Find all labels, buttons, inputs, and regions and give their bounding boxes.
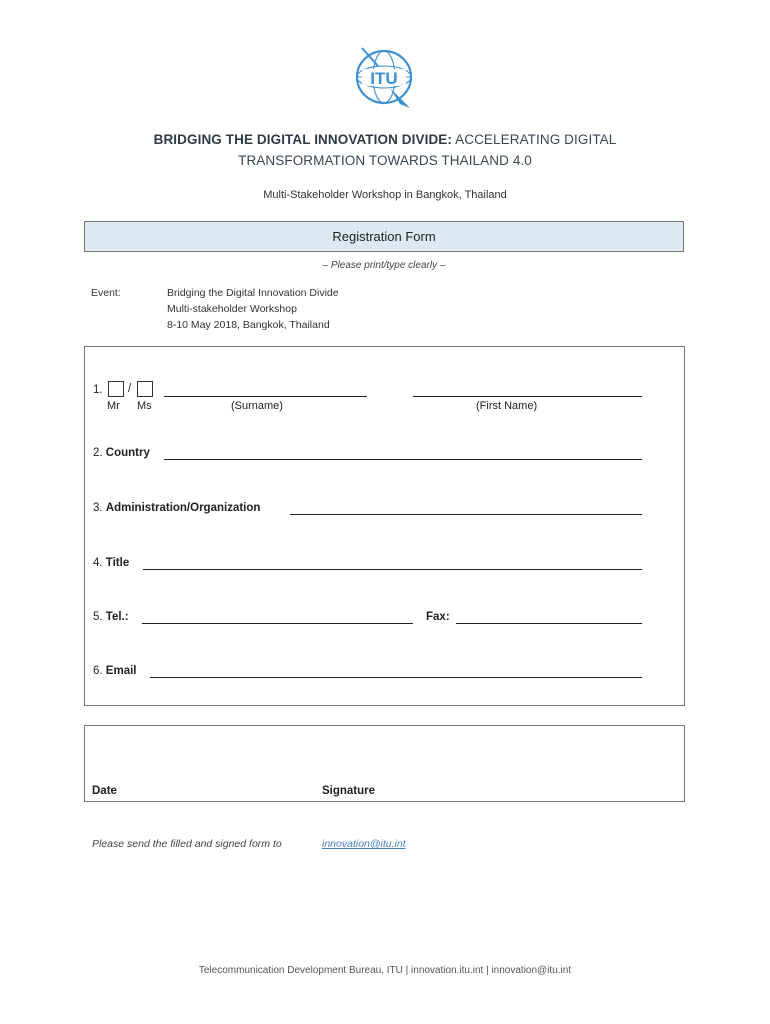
tel-input-line[interactable]: [142, 623, 413, 624]
tel-label: [93, 611, 129, 623]
mr-checkbox[interactable]: [108, 381, 124, 397]
email-input-line[interactable]: [150, 677, 642, 678]
signature-label: [322, 785, 375, 797]
email-text: Email: [105, 665, 137, 677]
date-label: [92, 785, 117, 797]
tel-text: Tel.:: [105, 611, 129, 623]
surname-input-line[interactable]: [164, 396, 367, 397]
logo-text: ITU: [370, 69, 398, 88]
country-label: [93, 447, 150, 459]
date-signature-box[interactable]: [84, 725, 685, 802]
title-bold: BRIDGING THE DIGITAL INNOVATION DIVIDE:: [153, 132, 452, 147]
organization-text: Administration/Organization: [105, 502, 261, 514]
field-number-4: 4.: [93, 557, 103, 569]
registration-form-heading: Registration Form: [84, 221, 684, 252]
send-email-link[interactable]: innovation@itu.int: [322, 838, 406, 850]
field-number-1: 1.: [93, 384, 103, 396]
fax-label: [426, 611, 450, 623]
title-rest: ACCELERATING DIGITAL: [455, 132, 617, 147]
event-label: Event:: [91, 287, 121, 299]
event-details: [167, 285, 339, 333]
title-text: Title: [105, 557, 130, 569]
email-label: [93, 665, 136, 677]
send-form-note: Please send the filled and signed form to: [92, 838, 282, 850]
event-line: 8-10 May 2018, Bangkok, Thailand: [167, 319, 330, 331]
ms-checkbox[interactable]: [137, 381, 153, 397]
signature-text: Signature: [322, 785, 376, 797]
event-line: Multi-stakeholder Workshop: [167, 303, 297, 315]
fax-text: Fax:: [426, 611, 450, 623]
organization-input-line[interactable]: [290, 514, 642, 515]
field-number-6: 6.: [93, 665, 103, 677]
document-title-line1: [60, 132, 710, 147]
country-input-line[interactable]: [164, 459, 642, 460]
title-input-line[interactable]: [143, 569, 642, 570]
title-label: [93, 557, 129, 569]
slash: /: [128, 383, 132, 395]
ms-label: Ms: [137, 400, 152, 412]
print-note: – Please print/type clearly –: [322, 260, 446, 271]
itu-logo: [348, 42, 420, 112]
subtitle: Multi-Stakeholder Workshop in Bangkok, Thailand: [263, 189, 507, 201]
registration-fields-box: [84, 346, 685, 706]
fax-input-line[interactable]: [456, 623, 642, 624]
page-footer: Telecommunication Development Bureau, ITU | innovation.itu.int | innovation@itu.int: [198, 965, 572, 976]
mr-label: Mr: [107, 400, 120, 412]
document-title-line2: TRANSFORMATION TOWARDS THAILAND 4.0: [238, 153, 532, 168]
date-text: Date: [92, 785, 117, 797]
field-number-5: 5.: [93, 611, 103, 623]
event-line: Bridging the Digital Innovation Divide: [167, 287, 339, 299]
organization-label: [93, 502, 260, 514]
first-name-label: (First Name): [476, 400, 538, 412]
field-number-3: 3.: [93, 502, 103, 514]
field-number-2: 2.: [93, 447, 103, 459]
first-name-input-line[interactable]: [413, 396, 642, 397]
surname-label: (Surname): [231, 400, 283, 412]
country-text: Country: [105, 447, 150, 459]
